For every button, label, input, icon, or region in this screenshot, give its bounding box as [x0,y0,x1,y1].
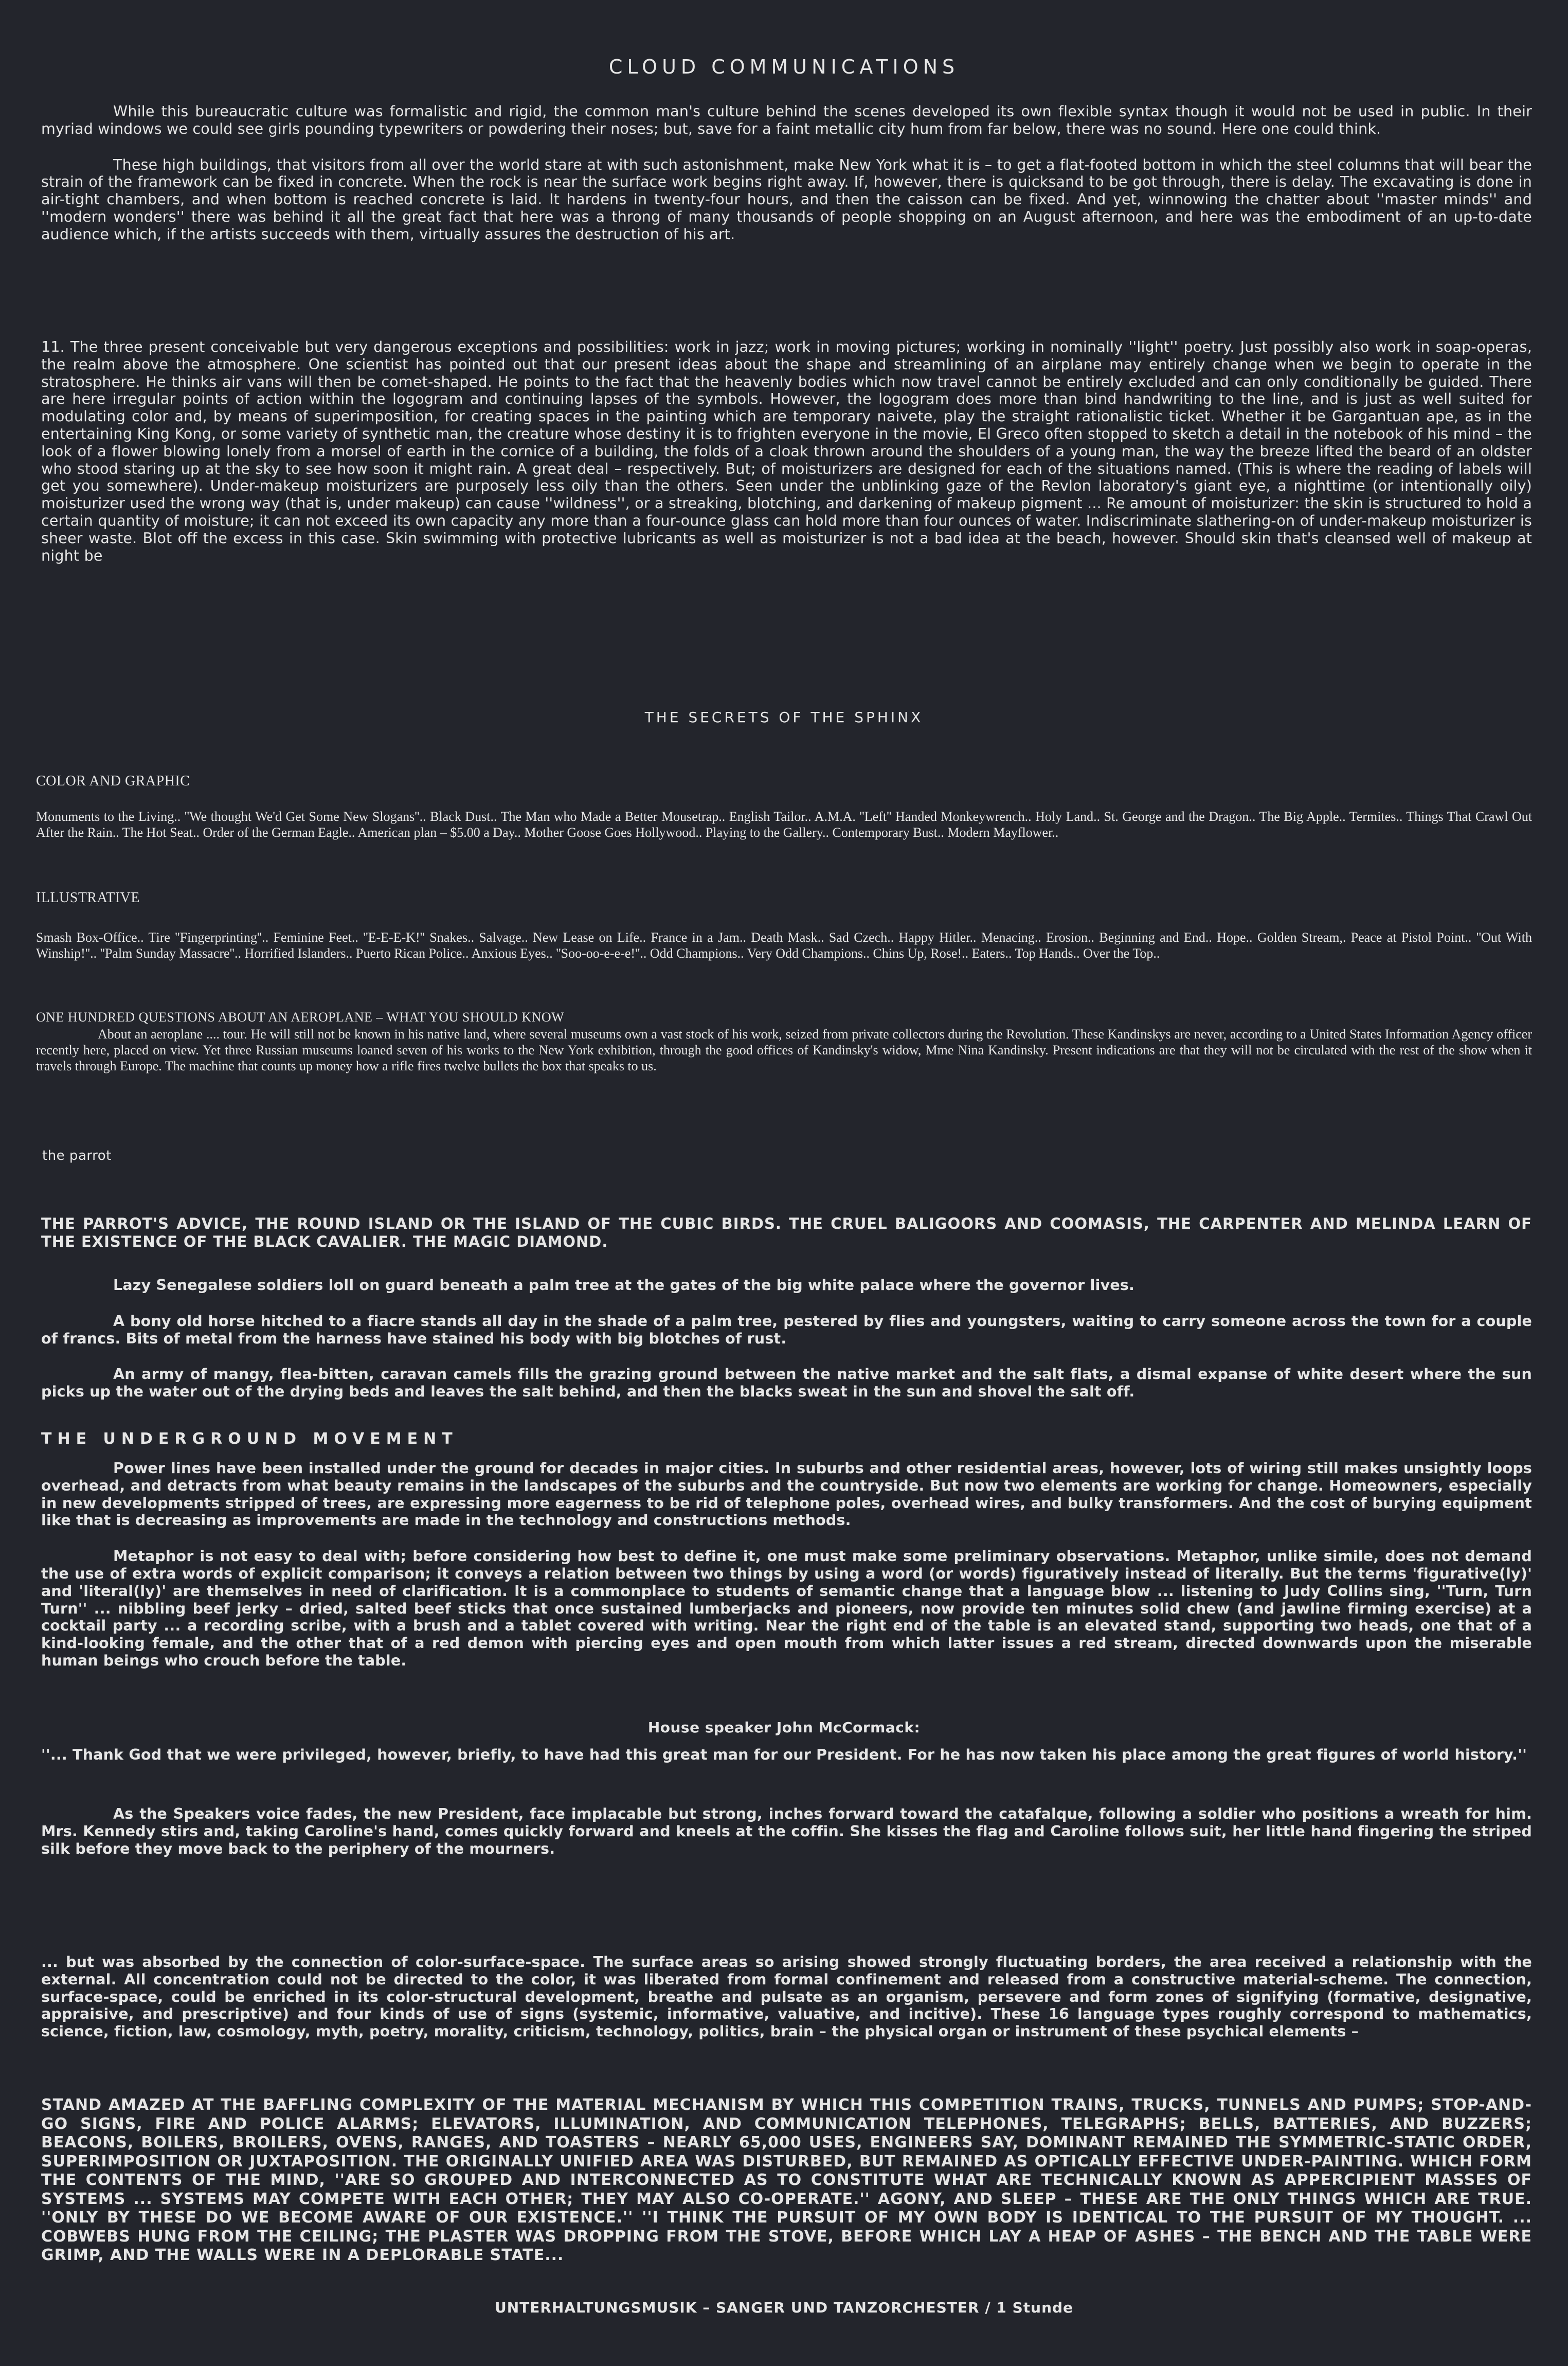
footer-main: UNTERHALTUNGSMUSIK – SANGER UND TANZORCHESTER [494,2299,980,2316]
stand-amazed-block: STAND AMAZED AT THE BAFFLING COMPLEXITY OF THE MATERIAL MECHANISM BY WHICH THIS COMPETITION TRAINS, TRUCKS, TUNNELS AND PUMPS; STOP-AND-GO SIGNS, FIRE AND POLICE ALARMS; ELEVATORS, ILLUMINATION, AND COMMUNICATION TELEPHONES, TELEGRAPHS; BELLS, BATTERIES, AND BUZZERS; BEACONS, BOILERS, BROILERS, OVENS, RANGES, AND TOASTERS – NEARLY 65,000 USES, ENGINEERS SAY, DOMINANT REMAINED THE SYMMETRIC-STATIC ORDER, SUPERIMPOSITION OR JUXTAPOSITION. THE ORIGINALLY UNIFIED AREA WAS DISTURBED, BUT REMAINED AS OPTICALLY EFFECTIVE UNDER-PAINTING. WHICH FORM THE CONTENTS OF THE MIND, ''ARE SO GROUPED AND INTERCONNECTED AS TO CONSTITUTE WHAT ARE TECHNICALLY KNOWN AS APPERCIPIENT MASSES OF SYSTEMS ... SYSTEMS MAY COMPETE WITH EACH OTHER; THEY MAY ALSO CO-OPERATE.'' AGONY, AND SLEEP – THESE ARE THE ONLY THINGS WHICH ARE TRUE. ''ONLY BY THESE DO WE BECOME AWARE OF OUR EXISTENCE.'' ''I THINK THE PURSUIT OF MY OWN BODY IS IDENTICAL TO THE PURSUIT OF MY THOUGHT. ... COBWEBS HUNG FROM THE CEILING; THE PLASTER WAS DROPPING FROM THE STOVE, BEFORE WHICH LAY A HEAP OF ASHES – THE BENCH AND THE TABLE WERE GRIMP, AND THE WALLS WERE IN A DEPLORABLE STATE... [41,2096,1532,2264]
aeroplane-text [36,1026,1532,1074]
color-graphic-list: Monuments to the Living.. ''We thought We'd Get Some New Slogans''.. Black Dust.. The Man who Made a Better Mousetrap.. English Tailor.. A.M.A. ''Left'' Handed Monkeywrench.. Holy Land.. St. George and the Dragon.. The Big Apple.. Termites.. Things That Crawl Out After the Rain.. The Hot Seat.. Order of the German Eagle.. American plan – $5.00 a Day.. Mother Goose Goes Hollywood.. Playing to the Gallery.. Contemporary Bust.. Modern Mayflower.. [36,809,1532,840]
intro-paragraph-2: These high buildings, that visitors from all over the world stare at with such astonishment, make New York what it is – to get a flat-footed bottom in which the steel columns that will bear the strain of the framework can be fixed in concrete. When the rock is near the surface work begins right away. If, however, there is quicksand to be got through, there is delay. The excavating is done in air-tight chambers, and when bottom is reached concrete is laid. It hardens in twenty-four hours, and then the caisson can be fixed. And yet, winnowing the chatter about ''master minds'' and ''modern wonders'' there was behind it all the great fact that here was a throng of many thousands of people shopping on an August afternoon, and here was the embodiment of an up-to-date audience which, if the artists succeeds with them, virtually assures the destruction of his art. [41,156,1532,243]
aeroplane-label: ONE HUNDRED QUESTIONS ABOUT AN AEROPLANE – WHAT YOU SHOULD KNOW [36,1010,565,1025]
speakers-paragraph: As the Speakers voice fades, the new President, face implacable but strong, inches forward toward the catafalque, following a soldier who positions a wreath for him. Mrs. Kennedy stirs and, taking Caroline's hand, comes quickly forward and kneels at the coffin. She kisses the flag and Caroline follows suit, her little hand fingering the striped silk before they move back to the periphery of the mourners. [41,1805,1532,1857]
sphinx-heading: THE SECRETS OF THE SPHINX [644,709,924,726]
illustrative-list: Smash Box-Office.. Tire ''Fingerprinting''.. Feminine Feet.. ''E-E-E-K!'' Snakes.. Salvage.. New Lease on Life.. France in a Jam.. Death Mask.. Sad Czech.. Happy Hitler.. Menacing.. Erosion.. Beginning and End.. Hope.. Golden Stream,. Peace at Pistol Point.. ''Out With Winship!''.. ''Palm Sunday Massacre''.. Horrified Islanders.. Puerto Rican Police.. Anxious Eyes.. ''Soo-oo-e-e-e!''.. Odd Champions.. Very Odd Champions.. Chins Up, Rose!.. Eaters.. Top Hands.. Over the Top.. [36,930,1532,961]
intro-section [41,103,1532,243]
underground-paragraph-2: Metaphor is not easy to deal with; before considering how best to define it, one must make some preliminary observations. Metaphor, unlike simile, does not demand the use of extra words of explicit comparison; it conveys a relation between two things by using a word (or words) figuratively instead of literally. But the terms 'figurative(ly)' and 'literal(ly)' are themselves in need of clarification. It is a commonplace to students of semantic change that a language blow ... listening to Judy Collins sing, ''Turn, Turn Turn'' ... nibbling beef jerky – dried, salted beef sticks that once sustained lumberjacks and pioneers, now provide ten minutes solid chew (and jawline firming exercise) at a cocktail party ... a recording scribe, with a brush and a tablet covered with writing. Near the right end of the table is an elevated stand, supporting two heads, one that of a kind-looking female, and the other that of a red demon with piercing eyes and open mouth from which latter issues a red stream, directed downwards upon the miserable human beings who crouch before the table. [41,1548,1532,1669]
parrot-paragraph-3: An army of mangy, flea-bitten, caravan camels fills the grazing ground between the native market and the salt flats, a dismal expanse of white desert where the sun picks up the water out of the drying beds and leaves the salt behind, and then the blacks sweat in the sun and shovel the salt off. [41,1366,1532,1401]
speakers-section [41,1805,1532,1857]
illustrative-label: ILLUSTRATIVE [36,890,140,906]
paragraph-eleven: 11. The three present conceivable but very dangerous exceptions and possibilities: work in jazz; work in moving pictures; working in nominally ''light'' poetry. Just possibly also work in soap-operas, the realm above the atmosphere. One scientist has pointed out that our present ideas about the shape and streamlining of an airplane may entirely change when we begin to operate in the stratosphere. He thinks air vans will then be comet-shaped. He points to the fact that the heavenly bodies which now travel cannot be entirely excluded and can only conditionally be guided. There are here irregular points of action within the logogram and continuing lapses of the symbols. However, the logogram does more than bind handwriting to the line, and is just as well suited for modulating color and, by means of superimposition, for creating spaces in the painting which are temporary naivete, play the straight rationalistic ticket. Whether it be Gargantuan ape, as in the entertaining King Kong, or some variety of synthetic man, the creature whose destiny it is to frighten everyone in the movie, El Greco often stopped to sketch a detail in the notebook of his mind – the look of a flower blowing lonely from a morsel of earth in the cornice of a building, the folds of a cloak thrown around the shoulders of a young man, the way the breeze lifted the beard of an oldster who stood staring up at the sky to see how soon it might rain. A great deal – respectively. But; of moisturizers are designed for each of the situations named. (This is where the reading of labels will get you somewhere). Under-makeup moisturizers are purposely less oily than the others. Seen under the unblinking gaze of the Revlon laboratory's giant eye, a nighttime (or intentionally oily) moisturizer used the wrong way (that is, under makeup) can cause ''wildness'', or a streaking, blotching, and darkening of makeup pigment ... Re amount of moisturizer: the skin is structured to hold a certain quantity of moisture; it can not exceed its own capacity any more than a four-ounce glass can hold more than four ounces of water. Indiscriminate slathering-on of under-makeup moisturizer is sheer waste. Blot off the excess in this case. Skin swimming with protective lubricants as well as moisturizer is not a bad idea at the beach, however. Should skin that's cleansed well of makeup at night be [41,338,1532,564]
aeroplane-paragraph: About an aeroplane .... tour. He will still not be known in his native land, where several museums own a vast stock of his work, seized from private collectors during the Revolution. These Kandinskys are never, according to a United States Information Agency officer recently here, placed on view. Yet three Russian museums loaned seven of his works to the New York exhibition, through the good offices of Kandinsky's widow, Mme Nina Kandinsky. Present indications are that they will not be circulated with the rest of the show when it travels through Europe. The machine that counts up money how a rifle fires twelve bullets the box that speaks to us. [36,1027,1532,1073]
underground-heading: THE UNDERGROUND MOVEMENT [41,1430,458,1448]
underground-section [41,1460,1532,1670]
footer-separator: / [979,2299,997,2316]
absorbed-paragraph: ... but was absorbed by the connection of color-surface-space. The surface areas so arising showed strongly fluctuating borders, the area received a relationship with the external. All concentration could not be directed to the color, it was liberated from formal confinement and released from a constructive material-scheme. The connection, surface-space, could be enriched in its color-structural development, breathe and pulsate as an organism, persevere and form zones of signifying (formative, designative, appraisive, and prescriptive) and four kinds of use of signs (systemic, informative, valuative, and incitive). These 16 language types roughly correspond to mathematics, science, fiction, law, cosmology, myth, poetry, morality, criticism, technology, politics, brain – the physical organ or instrument of these psychical elements – [41,1953,1532,2040]
parrot-section [41,1277,1532,1401]
parrot-paragraph-2: A bony old horse hitched to a fiacre stands all day in the shade of a palm tree, pestered by flies and youngsters, waiting to carry someone across the town for a couple of francs. Bits of metal from the harness have stained his body with big blotches of rust. [41,1312,1532,1347]
page-title: CLOUD COMMUNICATIONS [608,56,960,78]
color-graphic-label: COLOR AND GRAPHIC [36,773,190,789]
footer-credit [0,2299,1568,2316]
underground-paragraph-1: Power lines have been installed under the ground for decades in major cities. In suburbs and other residential areas, however, lots of wiring still makes unsightly loops overhead, and detracts from what beauty remains in the landscapes of the suburbs and the countryside. But now two elements are working for change. Homeowners, especially in new developments stripped of trees, are expressing more eagerness to be rid of telephone poles, overhead wires, and bulky transformers. And the cost of burying equipment like that is decreasing as improvements are made in the technology and constructions methods. [41,1460,1532,1529]
intro-paragraph-1: While this bureaucratic culture was formalistic and rigid, the common man's culture behind the scenes developed its own flexible syntax though it would not be used in public. In their myriad windows we could see girls pounding typewriters or powdering their noses; but, save for a faint metallic city hum from far below, there was no sound. Here one could think. [41,103,1532,137]
parrot-label: the parrot [42,1148,112,1163]
parrot-paragraph-1: Lazy Senegalese soldiers loll on guard beneath a palm tree at the gates of the big white palace where the governor lives. [113,1277,1135,1294]
footer-duration: 1 Stunde [996,2299,1074,2316]
speaker-quote: ''... Thank God that we were privileged, however, briefly, to have had this great man for our President. For he has now taken his place among the great figures of world history.'' [41,1746,1527,1763]
speaker-label: House speaker John McCormack: [647,1719,921,1736]
parrot-heading: THE PARROT'S ADVICE, THE ROUND ISLAND OR THE ISLAND OF THE CUBIC BIRDS. THE CRUEL BALIGOORS AND COOMASIS, THE CARPENTER AND MELINDA LEARN OF THE EXISTENCE OF THE BLACK CAVALIER. THE MAGIC DIAMOND. [41,1215,1532,1250]
